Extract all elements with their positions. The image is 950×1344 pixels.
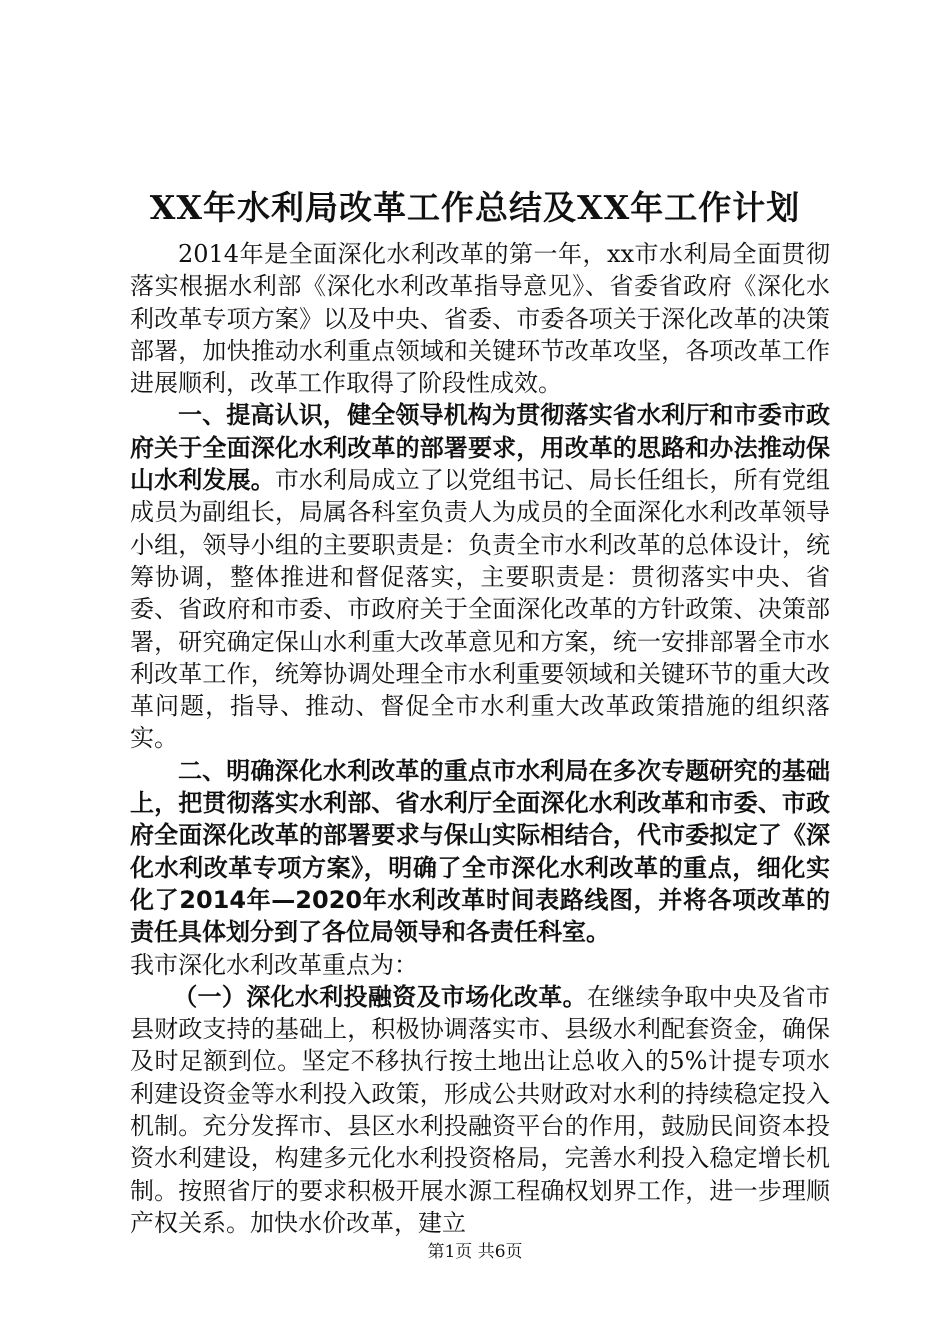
- paragraph-section-2: [130, 755, 830, 949]
- document-body: [130, 238, 830, 1239]
- reform-focus-text: 我市深化水利改革重点为：: [130, 950, 418, 979]
- section-1-heading: 一、提高认识，健全领导机构为贯彻落实省水利厅和市委市政府关于全面深化水利改革的部署要求，用改革的思路和办法推动保山水利发展。: [130, 401, 830, 495]
- paragraph-reform-focus: [130, 949, 830, 981]
- paragraph-intro: [130, 238, 830, 399]
- section-1-text: 市水利局成立了以党组书记、局长任组长，所有党组成员为副组长，局属各科室负责人为成员的全面深化水利改革领导小组，领导小组的主要职责是：负责全市水利改革的总体设计，统筹协调，整体推进和督促落实，主要职责是：贯彻落实中央、省委、省政府和市委、市政府关于全面深化改革的方针政策、决策部署，研究确定保山水利重大改革意见和方案，统一安排部署全市水利改革工作，统筹协调处理全市水利重要领域和关键环节的重大改革问题，指导、推动、督促全市水利重大改革政策措施的组织落实。: [130, 466, 831, 753]
- paragraph-subsection-1: [130, 981, 830, 1239]
- document-title: XX年水利局改革工作总结及XX年工作计划: [149, 188, 801, 227]
- paragraph-section-1: [130, 399, 830, 754]
- subsection-1-text: 在继续争取中央及省市县财政支持的基础上，积极协调落实市、县级水利配套资金，确保及时足额到位。坚定不移执行按土地出让总收入的5%计提专项水利建设资金等水利投入政策，形成公共财政对水利的持续稳定投入机制。充分发挥市、县区水利投融资平台的作用，鼓励民间资本投资水利建设，构建多元化水利投资格局，完善水利投入稳定增长机制。按照省厅的要求积极开展水源工程确权划界工作，进一步理顺产权关系。加快水价改革，建立: [130, 982, 831, 1237]
- paragraph-intro-text: 2014年是全面深化水利改革的第一年，xx市水利局全面贯彻落实根据水利部《深化水利改革指导意见》、省委省政府《深化水利改革专项方案》以及中央、省委、市委各项关于深化改革的决策部署，加快推动水利重点领域和关键环节改革攻坚，各项改革工作进展顺利，改革工作取得了阶段性成效。: [130, 240, 830, 398]
- page-footer: 第1页 共6页: [427, 1242, 523, 1262]
- section-2-heading: 二、明确深化水利改革的重点市水利局在多次专题研究的基础上，把贯彻落实水利部、省水利厅全面深化水利改革和市委、市政府全面深化改革的部署要求与保山实际相结合，代市委拟定了《深化水利改革专项方案》，明确了全市深化水利改革的重点，细化实化了2014年—2020年水利改革时间表路线图，并将各项改革的责任具体划分到了各位局领导和各责任科室。: [130, 756, 830, 947]
- subsection-1-heading: （一）深化水利投融资及市场化改革。: [173, 982, 587, 1011]
